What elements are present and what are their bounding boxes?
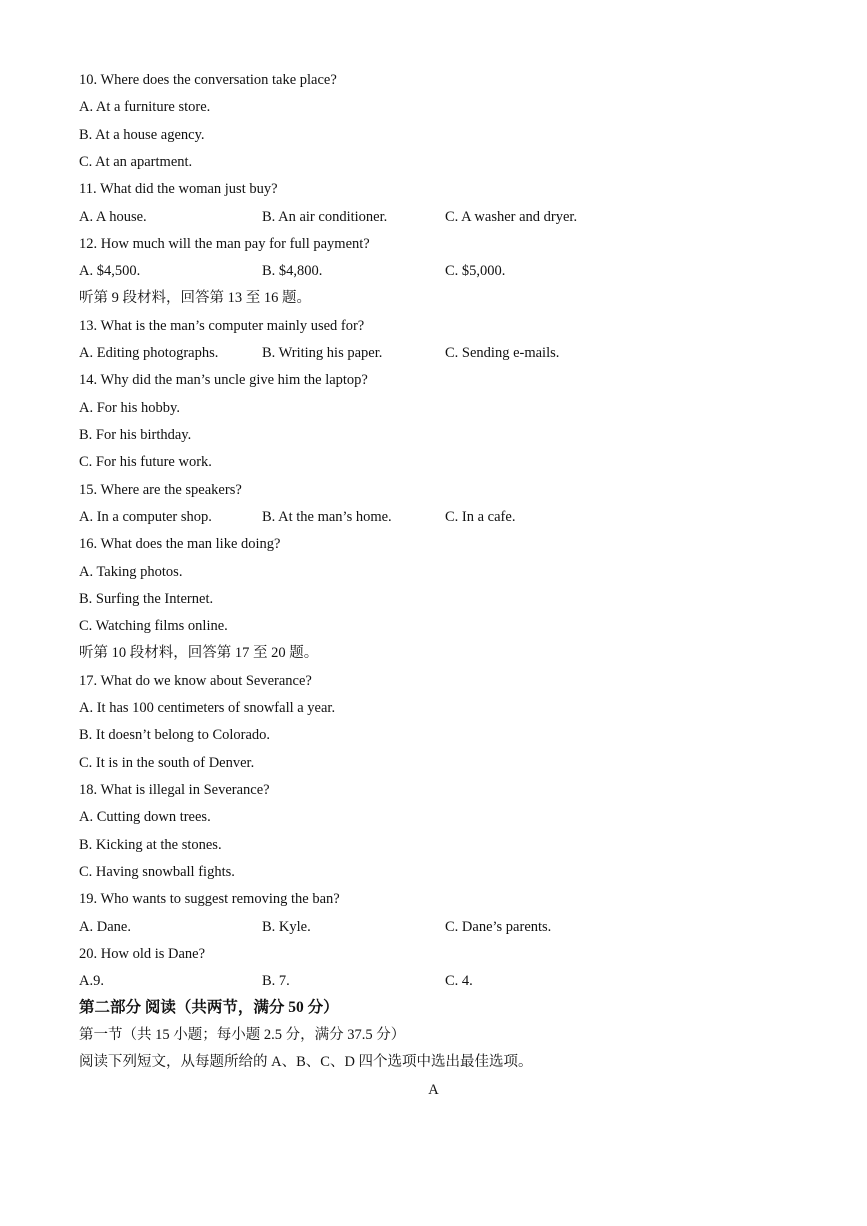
question-18-option-b: B. Kicking at the stones. bbox=[79, 837, 222, 853]
question-15-options bbox=[79, 506, 799, 528]
question-11-stem: 11. What did the woman just buy? bbox=[79, 181, 278, 197]
question-19-option-a: A. Dane. bbox=[79, 919, 131, 935]
question-11-options bbox=[79, 206, 799, 228]
question-19-option-b: B. Kyle. bbox=[262, 919, 311, 935]
question-15-option-b: B. At the man’s home. bbox=[262, 509, 392, 525]
question-13-stem: 13. What is the man’s computer mainly used for? bbox=[79, 318, 365, 334]
question-14-option-a: A. For his hobby. bbox=[79, 400, 180, 416]
question-19-stem: 19. Who wants to suggest removing the ban? bbox=[79, 891, 340, 907]
question-12-option-b: B. $4,800. bbox=[262, 263, 323, 279]
question-20-option-a: A.9. bbox=[79, 973, 104, 989]
section-1-heading: 第一节（共 15 小题；每小题 2.5 分，满分 37.5 分） bbox=[79, 1027, 406, 1043]
question-11-option-a: A. A house. bbox=[79, 209, 147, 225]
question-13-options bbox=[79, 342, 799, 364]
question-18-stem: 18. What is illegal in Severance? bbox=[79, 782, 270, 798]
question-13-option-c: C. Sending e-mails. bbox=[445, 345, 560, 361]
question-20-option-c: C. 4. bbox=[445, 973, 473, 989]
question-20-option-b: B. 7. bbox=[262, 973, 290, 989]
question-12-option-a: A. $4,500. bbox=[79, 263, 141, 279]
question-17-stem: 17. What do we know about Severance? bbox=[79, 673, 312, 689]
question-17-option-a: A. It has 100 centimeters of snowfall a year. bbox=[79, 700, 336, 716]
listening-instruction-9: 听第 9 段材料，回答第 13 至 16 题。 bbox=[79, 290, 311, 306]
question-13-option-a: A. Editing photographs. bbox=[79, 345, 219, 361]
question-19-option-c: C. Dane’s parents. bbox=[445, 919, 552, 935]
question-20-options bbox=[79, 970, 799, 992]
question-10-option-b: B. At a house agency. bbox=[79, 127, 205, 143]
question-12-stem: 12. How much will the man pay for full payment? bbox=[79, 236, 370, 252]
question-14-option-c: C. For his future work. bbox=[79, 454, 212, 470]
listening-instruction-10: 听第 10 段材料，回答第 17 至 20 题。 bbox=[79, 645, 319, 661]
question-15-option-a: A. In a computer shop. bbox=[79, 509, 212, 525]
question-12-options bbox=[79, 260, 799, 282]
question-14-stem: 14. Why did the man’s uncle give him the laptop? bbox=[79, 372, 368, 388]
question-10-stem: 10. Where does the conversation take place? bbox=[79, 72, 337, 88]
question-16-stem: 16. What does the man like doing? bbox=[79, 536, 281, 552]
passage-label: A bbox=[428, 1082, 439, 1098]
question-14-option-b: B. For his birthday. bbox=[79, 427, 192, 443]
question-11-option-b: B. An air conditioner. bbox=[262, 209, 388, 225]
question-18-option-c: C. Having snowball fights. bbox=[79, 864, 235, 880]
question-19-options bbox=[79, 916, 799, 938]
question-16-option-b: B. Surfing the Internet. bbox=[79, 591, 214, 607]
question-10-option-a: A. At a furniture store. bbox=[79, 99, 211, 115]
question-13-option-b: B. Writing his paper. bbox=[262, 345, 383, 361]
question-16-option-a: A. Taking photos. bbox=[79, 564, 183, 580]
question-11-option-c: C. A washer and dryer. bbox=[445, 209, 578, 225]
question-10-option-c: C. At an apartment. bbox=[79, 154, 193, 170]
question-17-option-b: B. It doesn’t belong to Colorado. bbox=[79, 727, 271, 743]
question-16-option-c: C. Watching films online. bbox=[79, 618, 228, 634]
reading-instruction: 阅读下列短文，从每题所给的 A、B、C、D 四个选项中选出最佳选项。 bbox=[79, 1054, 533, 1070]
question-17-option-c: C. It is in the south of Denver. bbox=[79, 755, 255, 771]
question-15-stem: 15. Where are the speakers? bbox=[79, 482, 242, 498]
question-18-option-a: A. Cutting down trees. bbox=[79, 809, 211, 825]
part-2-title: 第二部分 阅读（共两节，满分 50 分） bbox=[79, 999, 339, 1016]
question-15-option-c: C. In a cafe. bbox=[445, 509, 516, 525]
question-12-option-c: C. $5,000. bbox=[445, 263, 506, 279]
question-20-stem: 20. How old is Dane? bbox=[79, 946, 206, 962]
